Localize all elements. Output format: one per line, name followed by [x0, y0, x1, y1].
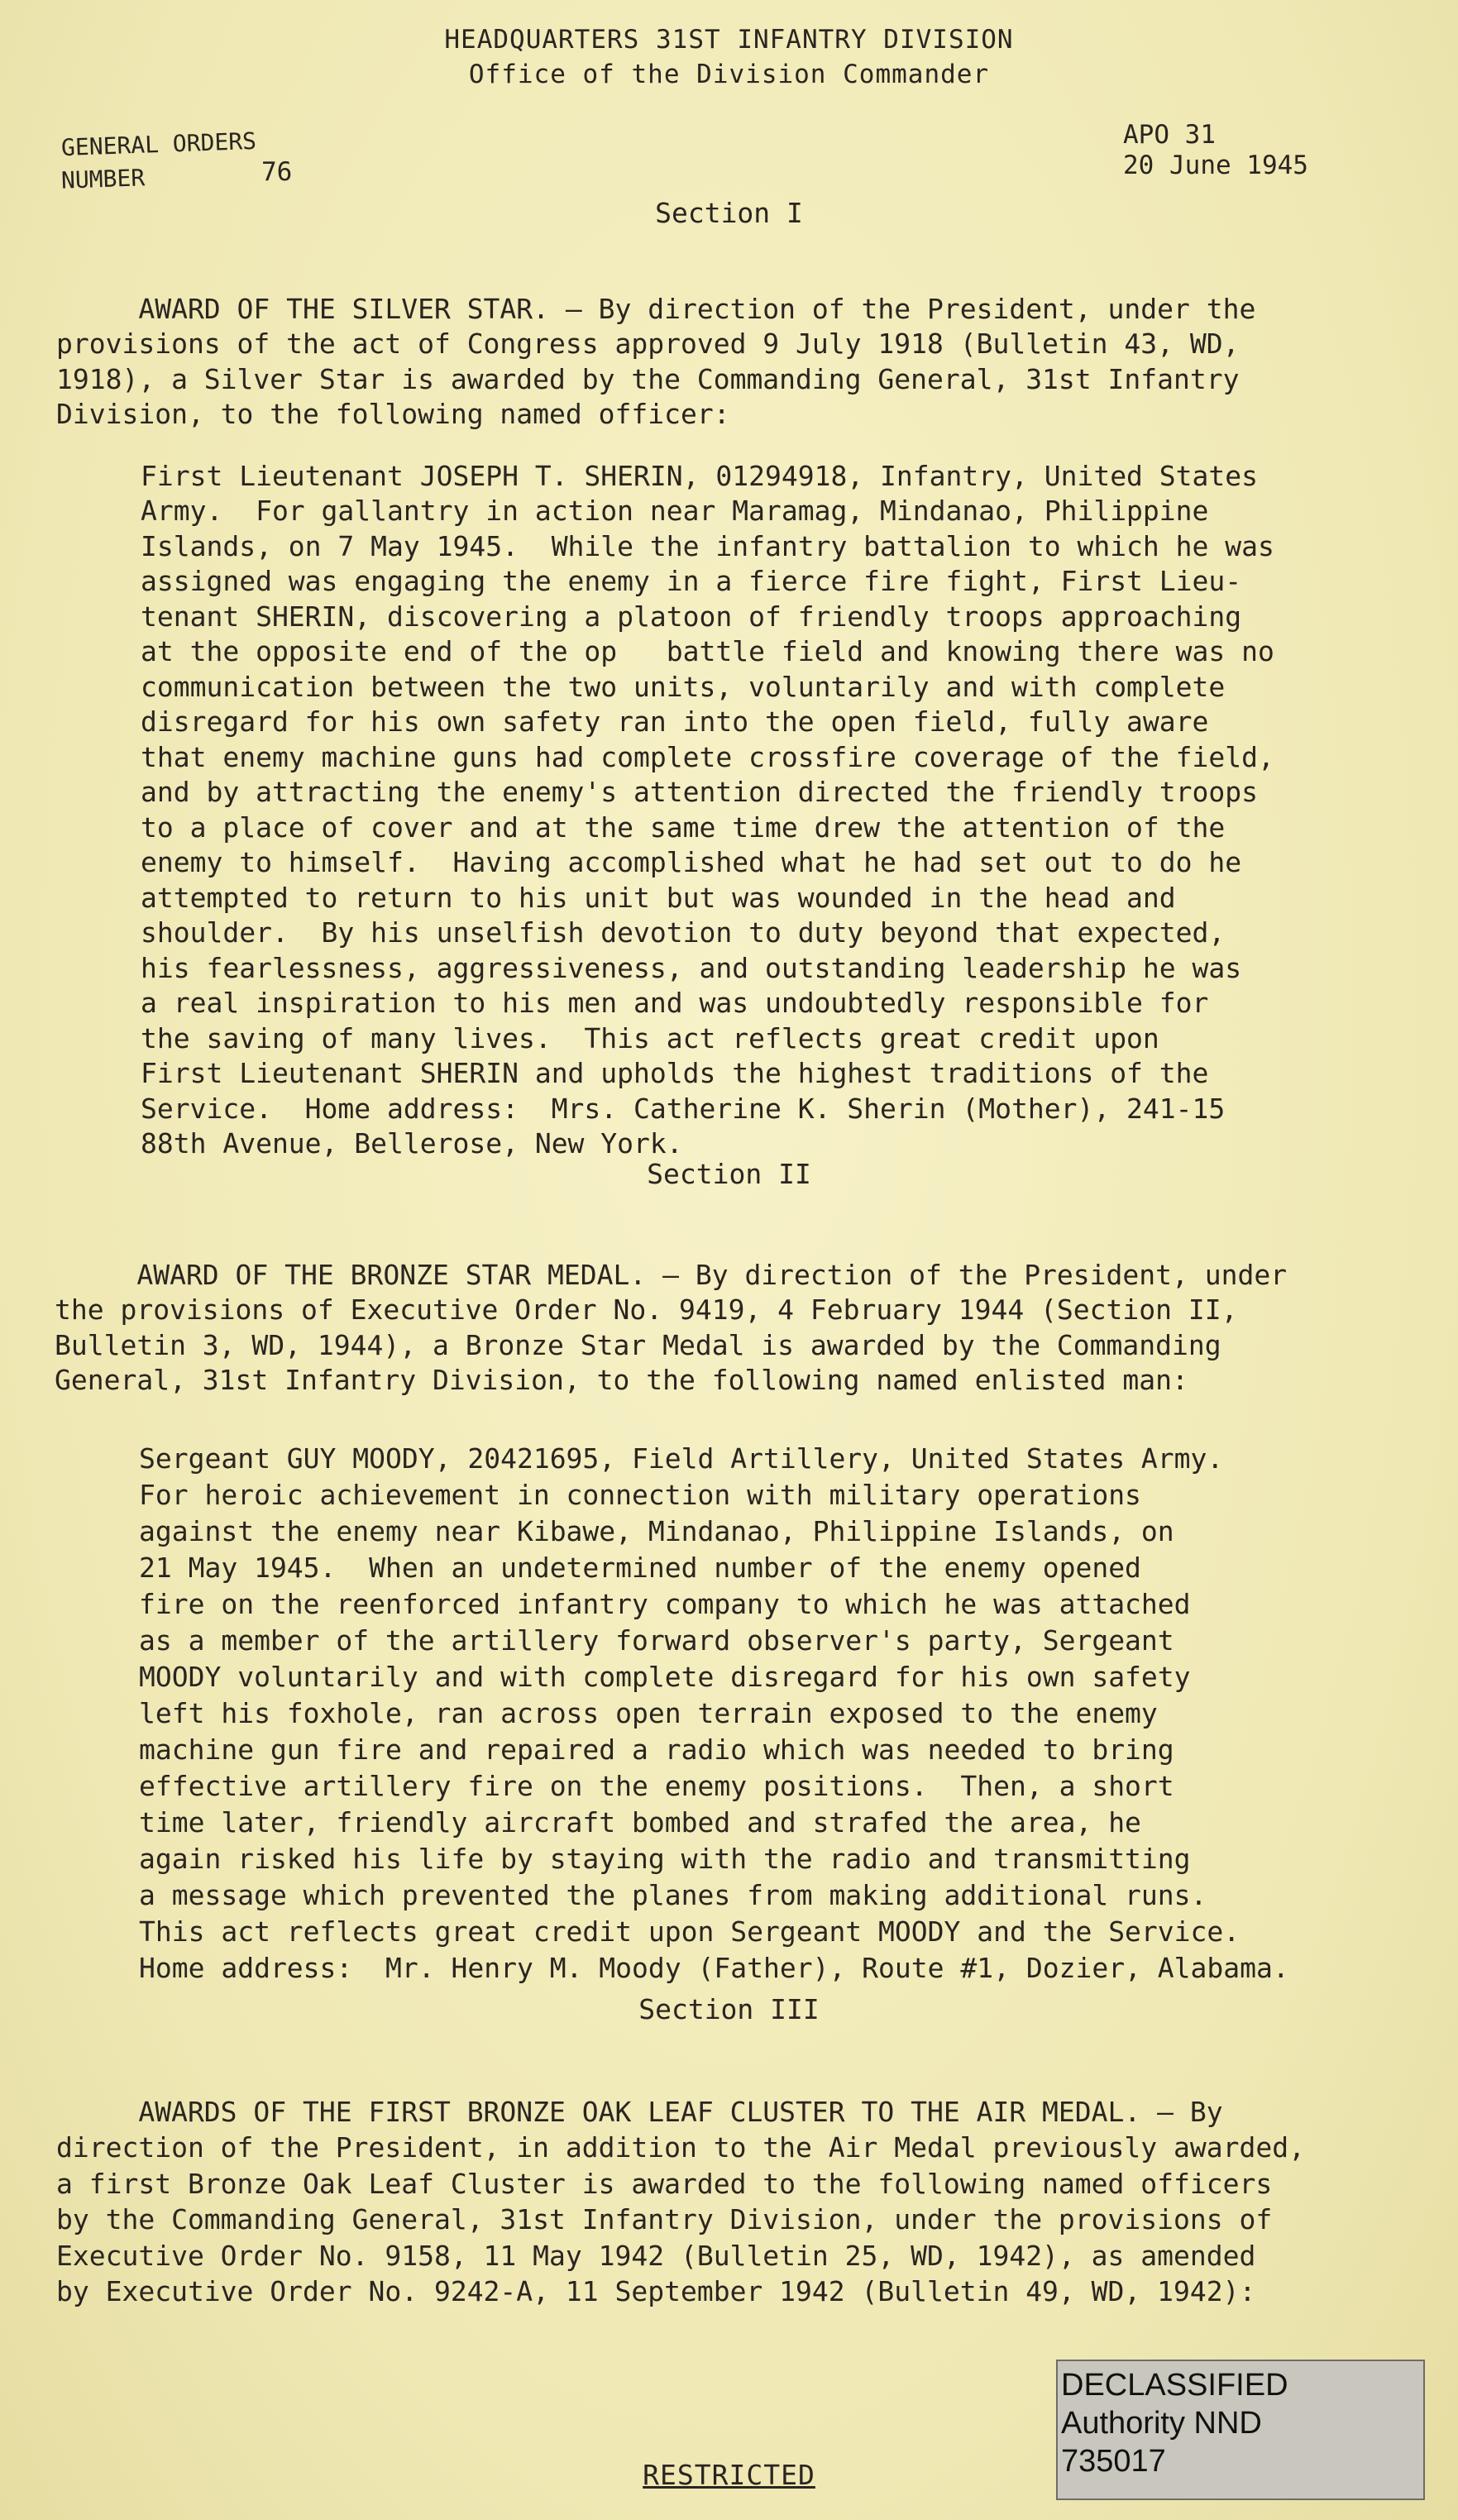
text-line: a message which prevented the planes from making additional runs.	[139, 1879, 1207, 1911]
text-line: Sergeant GUY MOODY, 20421695, Field Artillery, United States Army.	[139, 1442, 1224, 1475]
text-line: his fearlessness, aggressiveness, and outstanding leadership he was	[141, 951, 1242, 984]
text-line: This act reflects great credit upon Sergeant MOODY and the Service.	[139, 1915, 1240, 1948]
text-line: 88th Avenue, Bellerose, New York.	[141, 1127, 683, 1160]
orders-number: 76	[261, 157, 293, 187]
stamp-line-1: DECLASSIFIED	[1061, 2368, 1288, 2403]
section-1-title: Section I	[655, 197, 803, 229]
text-line: provisions of the act of Congress approved 9 July 1918 (Bulletin 43, WD,	[56, 328, 1240, 360]
text-line: the provisions of Executive Order No. 9419, 4 February 1944 (Section II,	[55, 1293, 1238, 1326]
orders-label-1: GENERAL ORDERS	[60, 127, 257, 162]
text-line: General, 31st Infantry Division, to the following named enlisted man:	[55, 1364, 1188, 1396]
text-line: AWARD OF THE SILVER STAR. — By direction of the President, under the	[56, 292, 1256, 325]
text-line: at the opposite end of the op battle field and knowing there was no	[141, 635, 1274, 667]
text-line: AWARD OF THE BRONZE STAR MEDAL. — By direction of the President, under	[55, 1258, 1288, 1291]
text-line: effective artillery fire on the enemy positions. Then, a short	[139, 1770, 1174, 1802]
text-line: to a place of cover and at the same time drew the attention of the	[141, 811, 1226, 844]
stamp-line-3: 735017	[1061, 2444, 1166, 2479]
text-line: attempted to return to his unit but was wounded in the head and	[141, 881, 1176, 914]
section-2-citation	[139, 1404, 1289, 1987]
text-line: again risked his life by staying with the radio and transmitting	[139, 1843, 1191, 1875]
text-line: Division, to the following named officer:	[56, 398, 730, 430]
text-line: as a member of the artillery forward observer's party, Sergeant	[139, 1624, 1174, 1657]
text-line: direction of the President, in addition to the Air Medal previously awarded,	[56, 2131, 1305, 2164]
header-line-1: HEADQUARTERS 31ST INFANTRY DIVISION	[444, 25, 1014, 55]
text-line: Army. For gallantry in action near Maramag, Mindanao, Philippine	[141, 495, 1209, 527]
order-date: 20 June 1945	[1123, 151, 1308, 180]
text-line: time later, friendly aircraft bombed and strafed the area, he	[139, 1806, 1141, 1839]
text-line: left his foxhole, ran across open terrain exposed to the enemy	[139, 1697, 1158, 1729]
text-line: assigned was engaging the enemy in a fierce fire fight, First Lieu-	[141, 565, 1242, 597]
text-line: Home address: Mr. Henry M. Moody (Father), Route #1, Dozier, Alabama.	[139, 1952, 1289, 1984]
text-line: AWARDS OF THE FIRST BRONZE OAK LEAF CLUSTER TO THE AIR MEDAL. — By	[56, 2095, 1223, 2128]
apo-label: APO 31	[1123, 120, 1216, 150]
text-line: that enemy machine guns had complete crossfire coverage of the field,	[141, 740, 1274, 773]
section-3-intro	[56, 2058, 1305, 2310]
text-line: communication between the two units, voluntarily and with complete	[141, 670, 1226, 703]
text-line: enemy to himself. Having accomplished what he had set out to do he	[141, 846, 1242, 878]
stamp-line-2: Authority NND	[1061, 2406, 1262, 2441]
text-line: First Lieutenant JOSEPH T. SHERIN, 01294918, Infantry, United States	[141, 459, 1259, 492]
section-3-title: Section III	[638, 1993, 820, 2025]
text-line: by the Commanding General, 31st Infantry Division, under the provisions of	[56, 2203, 1273, 2235]
header-line-2: Office of the Division Commander	[468, 60, 990, 89]
text-line: Service. Home address: Mrs. Catherine K. Sherin (Mother), 241-15	[141, 1092, 1226, 1125]
text-line: Islands, on 7 May 1945. While the infantry battalion to which he was	[141, 529, 1274, 562]
section-2-intro	[55, 1222, 1287, 1399]
text-line: the saving of many lives. This act reflects great credit upon	[141, 1021, 1159, 1054]
text-line: a real inspiration to his men and was undoubtedly responsible for	[141, 987, 1209, 1019]
text-line: shoulder. By his unselfish devotion to duty beyond that expected,	[141, 916, 1226, 949]
text-line: machine gun fire and repaired a radio which was needed to bring	[139, 1733, 1174, 1766]
text-line: disregard for his own safety ran into the open field, fully aware	[141, 705, 1209, 738]
text-line: fire on the reenforced infantry company to which he was attached	[139, 1588, 1191, 1620]
text-line: against the enemy near Kibawe, Mindanao, Philippine Islands, on	[139, 1515, 1174, 1547]
text-line: a first Bronze Oak Leaf Cluster is awarded to the following named officers	[56, 2167, 1273, 2200]
restricted-marking: RESTRICTED	[643, 2459, 815, 2491]
text-line: First Lieutenant SHERIN and upholds the highest traditions of the	[141, 1057, 1209, 1089]
orders-label-2: NUMBER	[60, 164, 146, 194]
text-line: Bulletin 3, WD, 1944), a Bronze Star Medal is awarded by the Commanding	[55, 1328, 1221, 1361]
section-2-title: Section II	[647, 1158, 811, 1190]
text-line: MOODY voluntarily and with complete disregard for his own safety	[139, 1661, 1191, 1693]
text-line: 1918), a Silver Star is awarded by the Commanding General, 31st Infantry	[56, 362, 1240, 395]
section-1-citation	[141, 423, 1274, 1162]
text-line: 21 May 1945. When an undetermined number of the enemy opened	[139, 1552, 1141, 1584]
section-1-intro	[56, 256, 1255, 433]
text-line: and by attracting the enemy's attention directed the friendly troops	[141, 776, 1259, 808]
text-line: by Executive Order No. 9242-A, 11 September 1942 (Bulletin 49, WD, 1942):	[56, 2275, 1256, 2307]
text-line: For heroic achievement in connection with military operations	[139, 1479, 1141, 1511]
text-line: Executive Order No. 9158, 11 May 1942 (Bulletin 25, WD, 1942), as amended	[56, 2239, 1256, 2272]
text-line: tenant SHERIN, discovering a platoon of friendly troops approaching	[141, 600, 1242, 633]
